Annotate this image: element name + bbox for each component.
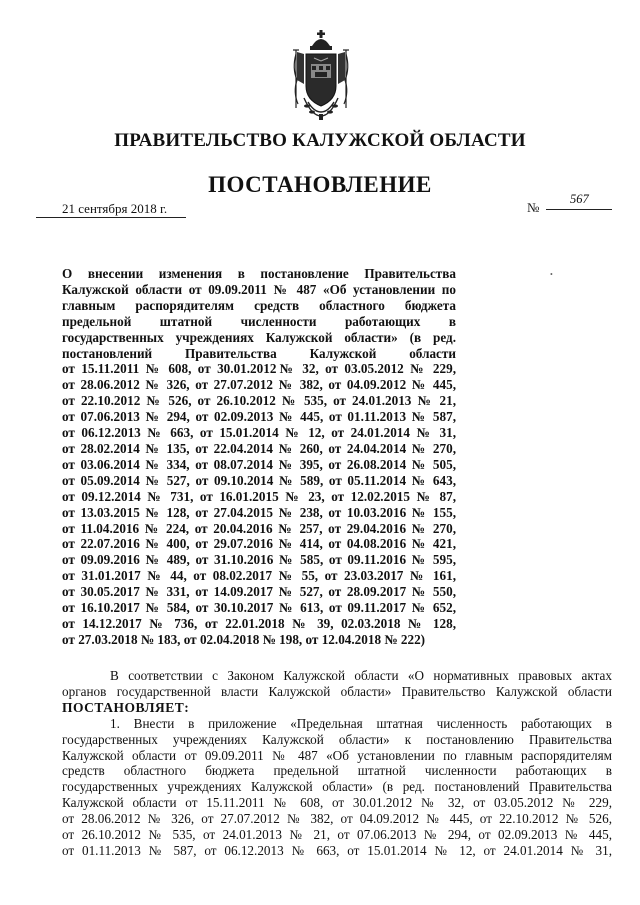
subject-line: главным распорядителям средств областного бюджета bbox=[62, 297, 456, 313]
item1-line: государственных учреждениях Калужской области» к постановлению Правительства bbox=[62, 731, 612, 747]
document-number: 567 bbox=[570, 192, 589, 206]
scan-speck: • bbox=[550, 270, 553, 279]
item1-line: 1. Внести в приложение «Предельная штатная численность работающих в bbox=[110, 715, 612, 731]
subject-line: от 07.06.2013 № 294, от 02.09.2013 № 445, от 01.11.2013 № 587, bbox=[62, 409, 456, 425]
item1-line: средств областного бюджета предельной штатной численности работающих в bbox=[62, 763, 612, 779]
document-type: ПОСТАНОВЛЕНИЕ bbox=[208, 172, 432, 197]
subject-line: предельной штатной численности работающих в bbox=[62, 313, 456, 329]
date-underline bbox=[36, 217, 186, 218]
subject-line: от 13.03.2015 № 128, от 27.04.2015 № 238, от 10.03.2016 № 155, bbox=[62, 504, 456, 520]
subject-line: от 05.09.2014 № 527, от 09.10.2014 № 589, от 05.11.2014 № 643, bbox=[62, 472, 456, 488]
subject-line: от 31.01.2017 № 44, от 08.02.2017 № 55, от 23.03.2017 № 161, bbox=[62, 568, 456, 584]
shield-icon bbox=[306, 54, 336, 106]
document-date: 21 сентября 2018 г. bbox=[62, 201, 168, 216]
subject-line: от 06.12.2013 № 663, от 15.01.2014 № 12, от 24.01.2014 № 31, bbox=[62, 425, 456, 441]
subject-line: от 22.07.2016 № 400, от 29.07.2016 № 414, от 04.08.2016 № 421, bbox=[62, 536, 456, 552]
number-label: № bbox=[527, 200, 540, 215]
subject-line: от 09.12.2014 № 731, от 16.01.2015 № 23, от 12.02.2015 № 87, bbox=[62, 488, 456, 504]
resolves-heading: ПОСТАНОВЛЯЕТ: bbox=[62, 699, 190, 715]
subject-line: от 28.02.2014 № 135, от 22.04.2014 № 260, от 24.04.2014 № 270, bbox=[62, 440, 456, 456]
subject-line: Калужской области от 09.09.2011 № 487 «Об установлении по bbox=[62, 281, 456, 297]
number-underline bbox=[546, 209, 612, 210]
subject-line: от 11.04.2016 № 224, от 20.04.2016 № 257, от 29.04.2016 № 270, bbox=[62, 520, 456, 536]
subject-line: от 28.06.2012 № 326, от 27.07.2012 № 382, от 04.09.2012 № 445, bbox=[62, 377, 456, 393]
item1-line: от 28.06.2012 № 326, от 27.07.2012 № 382, от 04.09.2012 № 445, от 22.10.2012 № 526, bbox=[62, 811, 612, 827]
subject-line: от 14.12.2017 № 736, от 22.01.2018 № 39, 02.03.2018 № 128, bbox=[62, 615, 456, 631]
preamble-line: органов государственной власти Калужской области» Правительство Калужской области bbox=[62, 683, 612, 699]
document-subject bbox=[62, 266, 456, 648]
crown-icon bbox=[310, 30, 332, 50]
document-body bbox=[62, 668, 612, 859]
government-title: ПРАВИТЕЛЬСТВО КАЛУЖСКОЙ ОБЛАСТИ bbox=[114, 130, 526, 151]
subject-line: государственных учреждениях Калужской области» (в ред. bbox=[62, 329, 456, 345]
item1-line: Калужской области от 09.09.2011 № 487 «Об установлении по главным распорядителям bbox=[62, 747, 612, 763]
item1-line: от 01.11.2013 № 587, от 06.12.2013 № 663, от 15.01.2014 № 12, от 24.01.2014 № 31, bbox=[62, 842, 612, 858]
item1-line: от 26.10.2012 № 535, от 24.01.2013 № 21, от 07.06.2013 № 294, от 02.09.2013 № 445, bbox=[62, 827, 612, 843]
subject-line: от 03.06.2014 № 334, от 08.07.2014 № 395, от 26.08.2014 № 505, bbox=[62, 456, 456, 472]
subject-line: О внесении изменения в постановление Правительства bbox=[62, 266, 456, 281]
subject-line: от 16.10.2017 № 584, от 30.10.2017 № 613, от 09.11.2017 № 652, bbox=[62, 600, 456, 616]
subject-line: от 27.03.2018 № 183, от 02.04.2018 № 198, от 12.04.2018 № 222) bbox=[62, 631, 426, 647]
subject-line: от 30.05.2017 № 331, от 14.09.2017 № 527, от 28.09.2017 № 550, bbox=[62, 584, 456, 600]
preamble-line: В соответствии с Законом Калужской области «О нормативных правовых актах bbox=[110, 668, 612, 683]
subject-line: от 09.09.2016 № 489, от 31.10.2016 № 585, от 09.11.2016 № 595, bbox=[62, 552, 456, 568]
subject-line: от 22.10.2012 № 526, от 26.10.2012 № 535, от 24.01.2013 № 21, bbox=[62, 393, 456, 409]
coat-of-arms-emblem bbox=[290, 28, 352, 124]
subject-line: постановлений Правительства Калужской области bbox=[62, 345, 456, 361]
item1-line: государственных учреждениях Калужской области» (в ред. постановлений Правительства bbox=[62, 779, 612, 795]
subject-line: от 15.11.2011 № 608, от 30.01.2012№ 32, от 03.05.2012 № 229, bbox=[62, 361, 456, 377]
item1-line: Калужской области от 15.11.2011 № 608, от 30.01.2012 № 32, от 03.05.2012 № 229, bbox=[62, 795, 612, 811]
